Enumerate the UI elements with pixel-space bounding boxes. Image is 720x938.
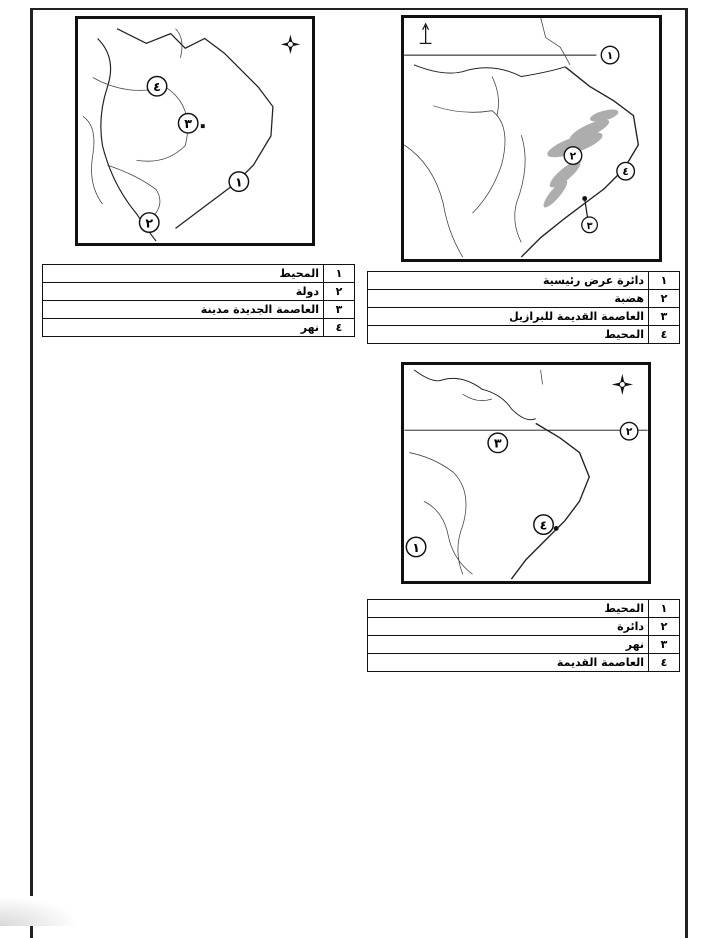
legend-row (368, 272, 680, 290)
legend-label: دولة (43, 283, 324, 301)
legend-number: ٣ (649, 636, 680, 654)
legend-label: العاصمة الجديدة مدينة (43, 301, 324, 319)
marker-2 (139, 213, 158, 232)
svg-text:١: ١ (412, 539, 420, 555)
legend-number: ٤ (649, 326, 680, 344)
legend-map-circle (367, 599, 680, 672)
map-brazil-plateau (401, 15, 662, 262)
legend-number: ٣ (324, 301, 355, 319)
marker-4 (617, 162, 635, 180)
svg-text:٤: ٤ (539, 517, 548, 533)
marker-4 (147, 76, 166, 95)
legend-label: نهر (368, 636, 649, 654)
legend-number: ١ (649, 600, 680, 618)
legend-row (368, 618, 680, 636)
legend-row (43, 265, 355, 283)
legend-number: ٢ (324, 283, 355, 301)
marker-2 (620, 422, 638, 440)
legend-label: هضبة (368, 290, 649, 308)
legend-label: دائرة عرض رئيسية (368, 272, 649, 290)
marker-1 (406, 537, 425, 556)
legend-map-capital (42, 264, 355, 337)
svg-text:٣: ٣ (586, 220, 593, 232)
svg-text:٣: ٣ (493, 435, 502, 451)
legend-row (368, 326, 680, 344)
legend-row (368, 654, 680, 672)
marker-3 (582, 196, 598, 233)
legend-row (43, 319, 355, 337)
scan-shadow (0, 896, 80, 926)
marker-3 (178, 113, 204, 132)
legend-label: المحيط (368, 600, 649, 618)
legend-number: ٤ (649, 654, 680, 672)
legend-label: العاصمة القديمة للبرازيل (368, 308, 649, 326)
legend-row (43, 283, 355, 301)
legend-label: نهر (43, 319, 324, 337)
marker-1 (601, 46, 619, 64)
legend-label: المحيط (368, 326, 649, 344)
legend-number: ١ (324, 265, 355, 283)
marker-3 (488, 433, 507, 452)
svg-text:٣: ٣ (184, 116, 193, 132)
svg-text:٢: ٢ (625, 425, 633, 439)
svg-text:٤: ٤ (622, 165, 629, 179)
svg-text:١: ١ (606, 48, 614, 62)
legend-label: العاصمة القديمة (368, 654, 649, 672)
svg-text:١: ١ (234, 174, 243, 190)
marker-1 (229, 172, 248, 191)
map-brazil-plateau-drawing (404, 18, 659, 259)
legend-label: دائرة (368, 618, 649, 636)
legend-label: المحيط (43, 265, 324, 283)
legend-map-plateau (367, 271, 680, 344)
compass-rose-icon (612, 374, 633, 395)
map-brazil-circle-drawing (404, 365, 648, 581)
svg-text:٤: ٤ (153, 79, 161, 95)
north-arrow-icon (420, 24, 432, 44)
legend-row (368, 600, 680, 618)
legend-number: ٢ (649, 290, 680, 308)
legend-row (368, 636, 680, 654)
legend-number: ٤ (324, 319, 355, 337)
marker-2 (564, 147, 582, 165)
map-brazil-circle (401, 362, 651, 584)
legend-number: ٣ (649, 308, 680, 326)
legend-row (368, 290, 680, 308)
legend-number: ٢ (649, 618, 680, 636)
legend-row (43, 301, 355, 319)
legend-number: ١ (649, 272, 680, 290)
compass-rose-icon (281, 35, 300, 54)
map-brazil-capital (75, 16, 315, 246)
map-brazil-capital-drawing (78, 19, 312, 243)
svg-text:٢: ٢ (145, 215, 154, 231)
legend-row (368, 308, 680, 326)
svg-text:٢: ٢ (569, 149, 577, 163)
